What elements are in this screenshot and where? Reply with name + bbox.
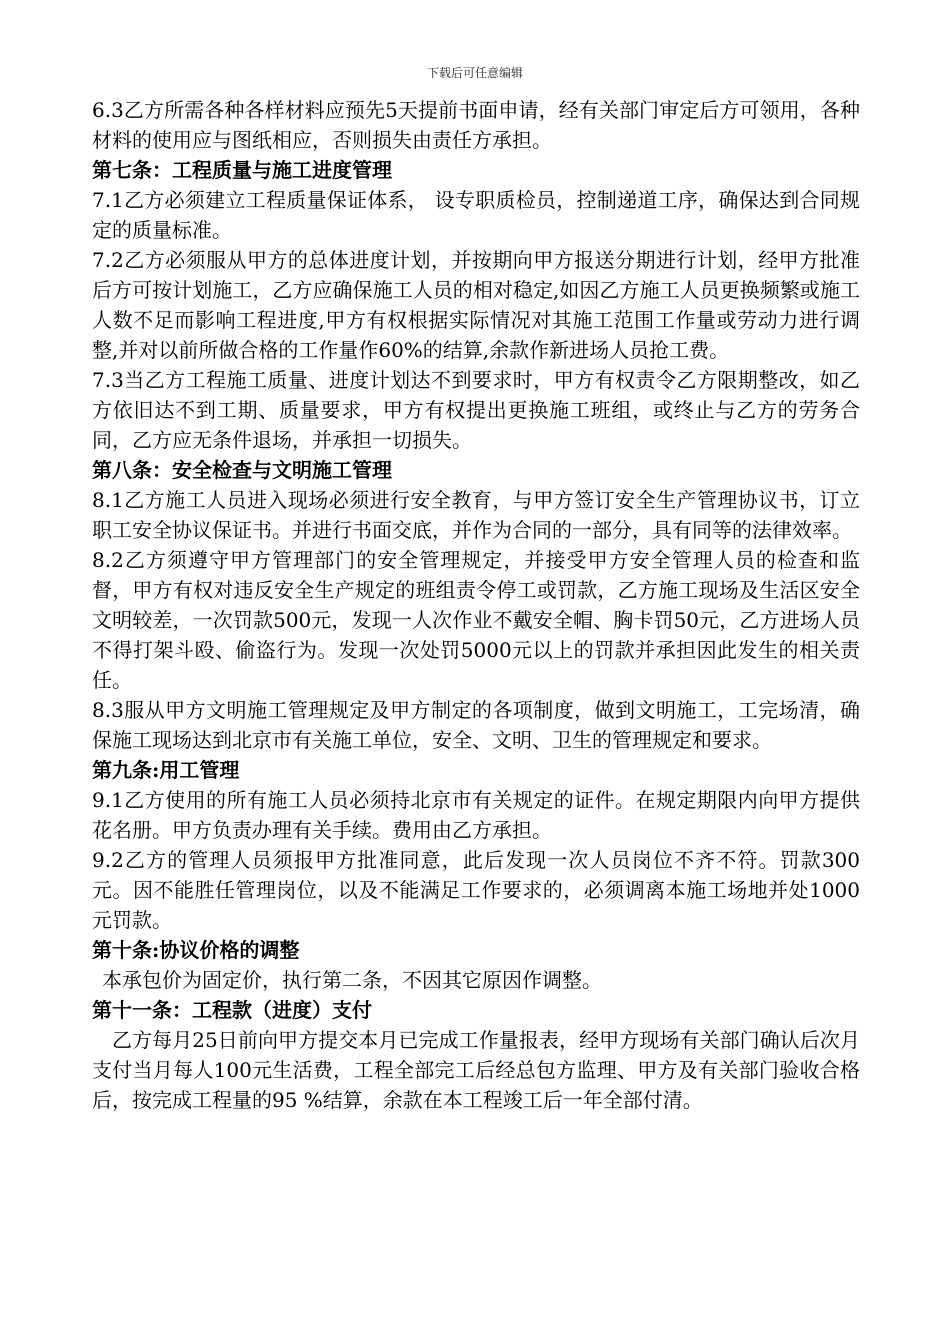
article-11-text: 乙方每月25日前向甲方提交本月已完成工作量报表，经甲方现场有关部门确认后次月支付当月每人100元生活费，工程全部完工后经总包方监理、甲方及有关部门验收合格后，按完成工程量的95 %结算，余款在本工程竣工后一年全部付清。 (92, 1028, 860, 1112)
article-7-heading: 第七条：工程质量与施工进度管理 (92, 158, 392, 182)
article-10-heading: 第十条:协议价格的调整 (92, 938, 300, 962)
clause-8-2: 8.2乙方须遵守甲方管理部门的安全管理规定，并接受甲方安全管理人员的检查和监督，甲方有权对违反安全生产规定的班组责令停工或罚款，乙方施工现场及生活区安全文明较差，一次罚款500元，发现一人次作业不戴安全帽、胸卡罚50元，乙方进场人员不得打架斗殴、偷盗行为。发现一次处罚5000元以上的罚款并承担因此发生的相关责任。 (92, 548, 860, 692)
clause-8-3: 8.3服从甲方文明施工管理规定及甲方制定的各项制度，做到文明施工，工完场清，确保施工现场达到北京市有关施工单位，安全、文明、卫生的管理规定和要求。 (92, 698, 860, 752)
article-11-heading: 第十一条：工程款（进度）支付 (92, 998, 372, 1022)
article-10-text: 本承包价为固定价，执行第二条，不因其它原因作调整。 (102, 968, 602, 992)
article-9-heading: 第九条:用工管理 (92, 758, 240, 782)
document-body (92, 95, 860, 1115)
clause-7-3: 7.3当乙方工程施工质量、进度计划达不到要求时，甲方有权责令乙方限期整改，如乙方依旧达不到工期、质量要求，甲方有权提出更换施工班组，或终止与乙方的劳务合同，乙方应无条件退场，并承担一切损失。 (92, 368, 860, 452)
clause-7-1: 7.1乙方必须建立工程质量保证体系， 设专职质检员，控制递道工序，确保达到合同规定的质量标准。 (92, 188, 860, 242)
clause-8-1: 8.1乙方施工人员进入现场必须进行安全教育，与甲方签订安全生产管理协议书，订立职工安全协议保证书。并进行书面交底，并作为合同的一部分，具有同等的法律效率。 (92, 488, 860, 542)
page-header: 下载后可任意编辑 (426, 66, 523, 80)
clause-6-3: 6.3乙方所需各种各样材料应预先5天提前书面申请，经有关部门审定后方可领用，各种材料的使用应与图纸相应，否则损失由责任方承担。 (92, 98, 860, 152)
clause-9-1: 9.1乙方使用的所有施工人员必须持北京市有关规定的证件。在规定期限内向甲方提供花名册。甲方负责办理有关手续。费用由乙方承担。 (92, 788, 860, 842)
clause-9-2: 9.2乙方的管理人员须报甲方批准同意，此后发现一次人员岗位不齐不符。罚款300元。因不能胜任管理岗位，以及不能满足工作要求的，必须调离本施工场地并处1000元罚款。 (92, 848, 860, 932)
article-8-heading: 第八条：安全检查与文明施工管理 (92, 458, 392, 482)
clause-7-2: 7.2乙方必须服从甲方的总体进度计划，并按期向甲方报送分期进行计划，经甲方批准后方可按计划施工，乙方应确保施工人员的相对稳定,如因乙方施工人员更换频繁或施工人数不足而影响工程进度,甲方有权根据实际情况对其施工范围工作量或劳动力进行调整,并对以前所做合格的工作量作60%的结算,余款作新进场人员抢工费。 (92, 248, 860, 362)
